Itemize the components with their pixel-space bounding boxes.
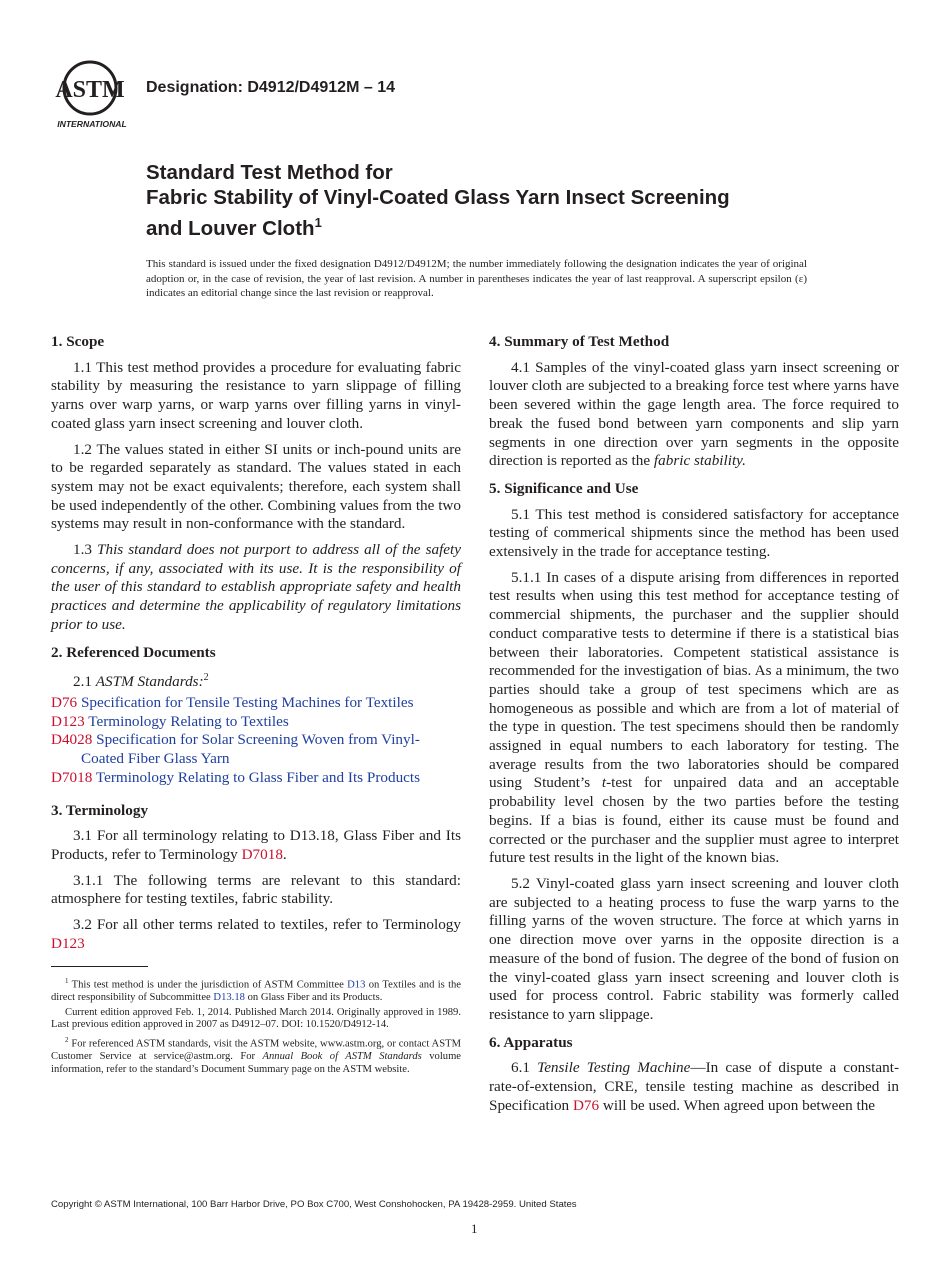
section-heading: 4. Summary of Test Method bbox=[489, 333, 670, 350]
paragraph-5-1: 5.1 This test method is considered satisfactory for acceptance testing of commerical shipments since the method has been used extensively in the trade for acceptance testing. bbox=[489, 505, 899, 561]
paragraph-5-1-1: 5.1.1 In cases of a dispute arising from differences in reported test results when using this test method for acceptance testing of commercial shipments, the purchaser and the supplier should conduct comparative tests to determine if there is a statistical bias between their laboratories. Competent statistical assistance is recommended for the investigation of bias. As a minimum, the two parties should take a group of test specimens which are as homogeneous as possible and which are from a lot of material of the type in question. The test specimens should then be randomly assigned in equal numbers to each laboratory for testing. The average results from the two laboratories should be compared using Student’s t-test for unpaired data and an acceptable probability level chosen by the two parties before the testing begins. If a bias is found, either its cause must be found and corrected or the purchaser and the supplier must agree to interpret future test results in the light of the known bias. bbox=[489, 568, 900, 867]
link-d13[interactable]: D13 bbox=[347, 979, 366, 991]
link-d76[interactable]: D76 bbox=[572, 1096, 600, 1114]
paragraph-4-1: 4.1 Samples of the vinyl-coated glass yarn insect screening or louver cloth are subjected to a breaking force test where yarns have been severed within the gage length area. The force required to break the fused bond between yarn components and slip yarn segments in one direction over yarn segments in the opposite direction is reported as the fabric stability. bbox=[489, 358, 899, 470]
document-title bbox=[146, 160, 846, 241]
logo-text: ASTM bbox=[55, 77, 125, 103]
left-column bbox=[51, 330, 461, 1078]
link-d7018[interactable]: D7018 bbox=[241, 845, 283, 863]
section-apparatus bbox=[489, 1034, 899, 1116]
astm-logo bbox=[50, 60, 134, 132]
reference-link-d76[interactable]: D76 Specification for Tensile Testing Machines for Textiles bbox=[51, 694, 414, 712]
section-heading: 5. Significance and Use bbox=[489, 479, 639, 497]
designation-label: Designation: D4912/D4912M bbox=[146, 79, 360, 96]
section-summary bbox=[489, 333, 899, 471]
designation-year: – 14 bbox=[363, 79, 395, 96]
footnote-1: $^1$ This test method is under the jurisdiction of ASTM Committee D13 on Textiles and is the direct responsibility of Subcommittee D13.18 on Glass Fiber and its Products. bbox=[51, 977, 462, 1004]
link-d13-18[interactable]: D13.18 bbox=[213, 992, 245, 1004]
logo-subtext: INTERNATIONAL bbox=[57, 119, 127, 129]
paragraph-1-3: 1.3 This standard does not purport to address all of the safety concerns, if any, associated with its use. It is the responsibility of the user of this standard to establish appropriate safety and health practices and determine the applicability of regulatory limitations prior to use. bbox=[51, 541, 462, 633]
reference-link-d7018[interactable]: D7018 Terminology Relating to Glass Fiber and Its Products bbox=[51, 768, 421, 786]
reference-link-d4028[interactable]: D4028 Specification for Solar Screening Woven from Vinyl-Coated Fiber Glass Yarn bbox=[51, 731, 420, 768]
footnote-edition: Current edition approved Feb. 1, 2014. Published March 2014. Originally approved in 1989. Last previous edition approved in 2007 as D4912–07. DOI: 10.1520/D4912-14. bbox=[51, 1006, 461, 1031]
paragraph-6-1: 6.1 Tensile Testing Machine—In case of dispute a constant-rate-of-extension, CRE, tensile testing machine as described in Specification D76 will be used. When agreed upon between the bbox=[489, 1059, 900, 1114]
section-heading: 1. Scope bbox=[51, 333, 105, 350]
reference-link-d123[interactable]: D123 Terminology Relating to Textiles bbox=[51, 712, 289, 730]
section-referenced-documents bbox=[51, 644, 461, 788]
designation bbox=[146, 79, 395, 97]
section-heading: 2. Referenced Documents bbox=[51, 643, 216, 661]
section-significance bbox=[489, 480, 899, 1025]
footnote-divider bbox=[51, 966, 148, 967]
paragraph-5-2: 5.2 Vinyl-coated glass yarn insect screening and louver cloth are subjected to a heating process to fuse the warp yarns to the filling yarns of the woven structure. The force at which yarns in one direction move over yarns in the opposite direction is a measure of the bond of fusion. The degree of the bond of fusion on the vinyl-coated glass yarn insect screening and louver cloth is used for process control. Fabric stability was formerly called resistance to yarn slippage. bbox=[489, 874, 899, 1023]
title-line-1: Standard Test Method for bbox=[146, 161, 393, 184]
section-heading: 3. Terminology bbox=[51, 801, 149, 819]
link-d123[interactable]: D123 bbox=[51, 934, 85, 952]
footnotes bbox=[51, 975, 461, 1076]
issue-note: This standard is issued under the fixed designation D4912/D4912M; the number immediately following the designation indicates the year of original adoption or, in the case of revision, the year of last revision. A number in parentheses indicates the year of last reapproval. A superscript epsilon (ε) indicates an editorial change since the last revision or reapproval. bbox=[146, 258, 807, 299]
section-scope bbox=[51, 333, 461, 635]
copyright-notice: Copyright © ASTM International, 100 Barr Harbor Drive, PO Box C700, West Conshohocken, PA 19428-2959. United States bbox=[51, 1199, 577, 1210]
paragraph-2-1: 2.1 ASTM Standards:$^2$ bbox=[73, 672, 209, 691]
section-heading: 6. Apparatus bbox=[489, 1033, 573, 1051]
footnote-2: $^2$ For referenced ASTM standards, visit the ASTM website, www.astm.org, or contact ASTM Customer Service at service@astm.org. For Annual Book of ASTM Standards volume information, refer to the standard’s Document Summary page on the ASTM website. bbox=[51, 1035, 462, 1075]
paragraph-3-1: 3.1 For all terminology relating to D13.18, Glass Fiber and Its Products, refer to Terminology D7018. bbox=[51, 827, 461, 863]
paragraph-1-1: 1.1 This test method provides a procedure for evaluating fabric stability by measuring the resistance to yarn slippage of filling yarns over warp yarns, or warp yarns over filling yarns in vinyl-coated glass yarn insect screening and louver cloth. bbox=[51, 358, 461, 432]
title-line-3: and Louver Cloth$^1$ bbox=[146, 215, 322, 240]
paragraph-1-2: 1.2 The values stated in either SI units or inch-pound units are to be regarded separately as standard. The values stated in each system may not be exact equivalents; therefore, each system shall be used independently of the other. Combining values from the two systems may result in non-conformance with the standard. bbox=[51, 440, 461, 533]
right-column bbox=[489, 330, 899, 1124]
title-footnote-mark: 1 bbox=[314, 215, 322, 230]
page-number: 1 bbox=[471, 1221, 478, 1236]
title-line-2: Fabric Stability of Vinyl-Coated Glass Yarn Insect Screening bbox=[146, 186, 730, 209]
section-terminology bbox=[51, 802, 461, 954]
paragraph-3-1-1: 3.1.1 The following terms are relevant to this standard: atmosphere for testing textiles, fabric stability. bbox=[51, 871, 461, 908]
paragraph-3-2: 3.2 For all other terms related to textiles, refer to Terminology D123 bbox=[51, 916, 461, 952]
